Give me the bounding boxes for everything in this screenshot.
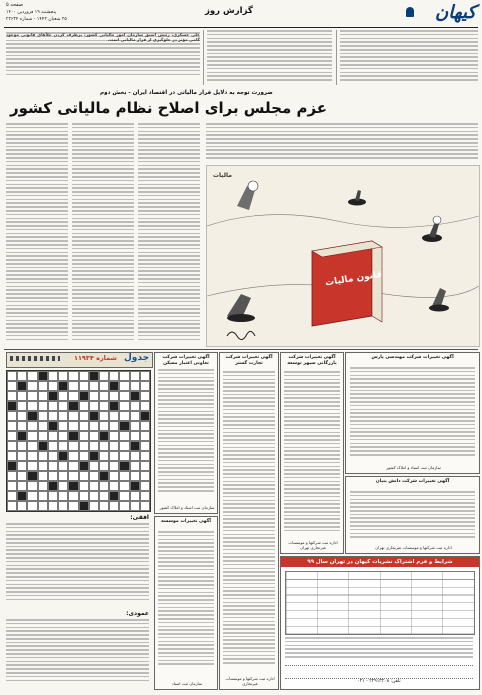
crossword-section bbox=[6, 352, 151, 688]
subscription-notes bbox=[285, 637, 473, 663]
subscription-fields bbox=[285, 665, 473, 679]
ad-signature: سازمان ثبت اسناد bbox=[171, 681, 203, 686]
lead-body-top-right bbox=[206, 123, 478, 163]
ad-title: آگهی تغییرات شرکت دانش بنیان bbox=[375, 479, 450, 484]
legal-ad bbox=[345, 476, 480, 554]
subscription-title: شرایط و فرم اشتراک نشریات کیهان در تهران سال ۹۹ bbox=[281, 557, 479, 567]
legal-ad bbox=[154, 352, 218, 514]
crossword-grid bbox=[6, 370, 151, 512]
legal-ad bbox=[345, 352, 480, 474]
down-clues bbox=[6, 619, 149, 685]
legal-ad bbox=[280, 352, 344, 554]
legal-ad bbox=[154, 516, 218, 690]
ad-signature: اداره ثبت شرکتها و موسسات غیرتجاری bbox=[225, 676, 275, 686]
lead-body-col-2 bbox=[72, 123, 134, 345]
ad-body bbox=[284, 371, 340, 536]
section-title: گزارش روز bbox=[205, 6, 253, 16]
subscription-phone: تلفن: ۲۲۹۱۳۲۰۸ - ۰۲۱ bbox=[357, 679, 401, 684]
ad-body bbox=[350, 367, 475, 459]
logo-emblem-icon bbox=[406, 7, 414, 17]
newspaper-logo: کیهان bbox=[434, 2, 476, 23]
puzzle-title: جدول bbox=[124, 353, 150, 363]
book-label: قانون مالیات bbox=[324, 269, 383, 289]
issue-line: ۲۵ شعبان ۱۴۴۲ - شماره ۲۲۶۳۴ bbox=[6, 17, 67, 22]
cartoon-illustration bbox=[206, 165, 480, 347]
puzzle-number: شماره ۱۱۹۳۴ bbox=[74, 354, 117, 362]
cartoon-drawing bbox=[207, 166, 479, 346]
masthead-rule bbox=[4, 27, 478, 28]
lead-headline: عزم مجلس برای اصلاح نظام مالیاتی کشور bbox=[10, 99, 328, 117]
across-clues bbox=[6, 523, 149, 605]
ad-body bbox=[158, 531, 214, 671]
subscription-form bbox=[280, 556, 480, 690]
down-label: عمودی: bbox=[126, 610, 149, 617]
ad-body bbox=[350, 491, 475, 539]
legal-ad bbox=[219, 352, 279, 690]
lead-body-col-1 bbox=[6, 123, 68, 345]
lead-body-col-3 bbox=[138, 123, 200, 345]
ad-signature: سازمان ثبت اسناد و املاک کشور bbox=[159, 505, 215, 510]
masthead bbox=[0, 0, 482, 28]
ad-title: آگهی تغییرات شرکت تعاونی اعتبار مسکن bbox=[162, 355, 210, 366]
pencil-icon bbox=[10, 356, 60, 361]
top-text-mid bbox=[207, 30, 332, 85]
lead-kicker: ضرورت توجه به دلایل فرار مالیاتی در اقتصاد ایران - بخش دوم bbox=[100, 90, 273, 96]
lead-intro: علی عسکری، رئیس اسبق سازمان امور مالیاتی کشور: برطرف کردن خلأهای قانونی موجود گامی مؤثر در جلوگیری از فرار مالیاتی است. bbox=[6, 32, 200, 43]
ad-signature: اداره ثبت شرکتها و موسسات غیرتجاری تهران bbox=[375, 545, 452, 550]
cartoon-caption: مالیات bbox=[213, 172, 232, 179]
subscription-table bbox=[285, 571, 475, 635]
ad-body bbox=[223, 371, 275, 671]
ad-signature: سازمان ثبت اسناد و املاک کشور bbox=[386, 465, 441, 470]
column-divider bbox=[336, 30, 337, 85]
ad-body bbox=[158, 369, 214, 499]
column-divider bbox=[203, 30, 204, 85]
ad-signature: اداره ثبت شرکتها و موسسات غیرتجاری تهران bbox=[288, 540, 338, 550]
page-number: صفحه ۵ bbox=[6, 2, 23, 8]
section-rule bbox=[4, 349, 478, 350]
ad-title: آگهی تغییرات شرکت بازرگانی سپهر توسعه bbox=[287, 355, 337, 366]
date-line: پنجشنبه ۱۹ فروردین ۱۴۰۰ bbox=[6, 10, 57, 15]
ad-title: آگهی تغییرات موسسه bbox=[161, 519, 211, 524]
ad-title: آگهی تغییرات شرکت تجارت گستر bbox=[225, 355, 273, 366]
across-label: افقی: bbox=[130, 514, 149, 521]
top-text-right bbox=[340, 30, 478, 85]
ad-title: آگهی تغییرات شرکت مهندسی پارس bbox=[371, 355, 454, 360]
